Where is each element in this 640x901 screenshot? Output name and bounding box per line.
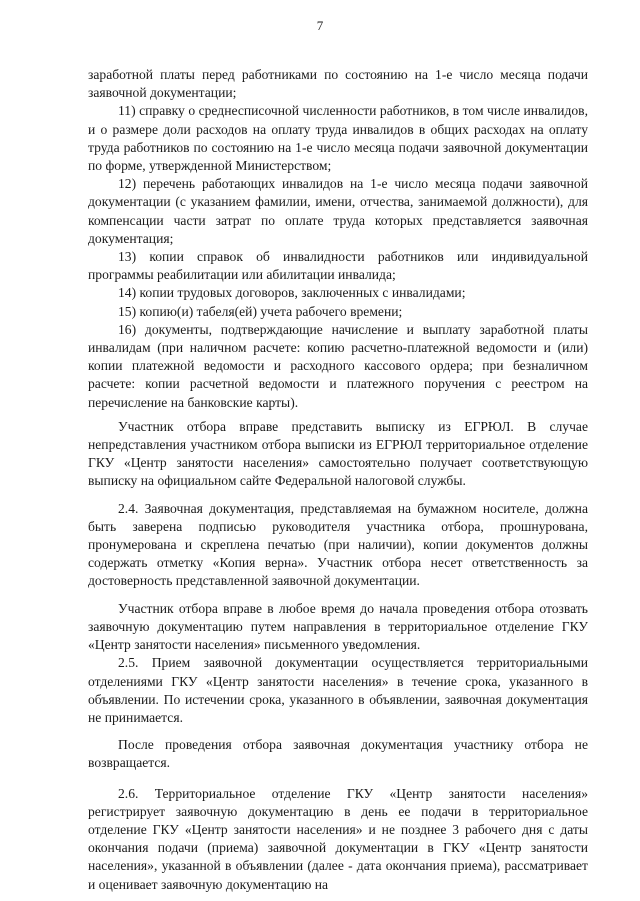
paragraph-item-12: 12) перечень работающих инвалидов на 1-е число месяца подачи заявочной документации (с указанием фамилии, имени, отчества, занимаемой должности), для компенсации части затрат по оплате труда которых представляется заявочная документация;: [88, 176, 588, 246]
paragraph-section-2-4: 2.4. Заявочная документация, представляемая на бумажном носителе, должна быть заверена подписью руководителя участника отбора, прошнурована, пронумерована и скреплена печатью (при наличии), копии документов должны содержать отметку «Копия верна». Участник отбора несет ответственность за достоверность представленной заявочной документации.: [88, 500, 588, 589]
paragraph-egrul: Участник отбора вправе представить выписку из ЕГРЮЛ. В случае непредставления участником отбора выписки из ЕГРЮЛ территориальное отделение ГКУ «Центр занятости населения» самостоятельно получает соответствующую выписку на официальном сайте Федеральной налоговой службы.: [88, 418, 588, 489]
paragraph-item-14: 14) копии трудовых договоров, заключенных с инвалидами;: [118, 285, 466, 301]
paragraph-item-16: 16) документы, подтверждающие начисление и выплату заработной платы инвалидам (при наличном расчете: копию расчетно-платежной ведомости и (или) копии платежной ведомости и расходного кассового ордера; при безналичном расчете: копии расчетной ведомости и платежного поручения с реестром на перечисление на банковские карты).: [88, 321, 588, 410]
paragraph-section-2-6: 2.6. Территориальное отделение ГКУ «Центр занятости населения» регистрирует заявочную документацию в день ее подачи в территориальное отделение ГКУ «Центр занятости населения» и не позднее 3 рабочего дня с даты окончания подачи (приема) заявочной документации в ГКУ «Центр занятости населения», указанной в объявлении (далее - дата окончания приема), рассматривает и оценивает заявочную документацию на: [88, 785, 588, 892]
paragraph-no-return: После проведения отбора заявочная документация участнику отбора не возвращается.: [88, 737, 588, 771]
paragraph-continuation: заработной платы перед работниками по состоянию на 1-е число месяца подачи заявочной документации;: [88, 67, 588, 101]
paragraph-withdrawal: Участник отбора вправе в любое время до начала проведения отбора отозвать заявочную документацию путем направления в территориальное отделение ГКУ «Центр занятости населения» письменного уведомления.: [88, 600, 588, 653]
paragraph-item-11: 11) справку о среднесписочной численности работников, в том числе инвалидов, и о размере доли расходов на оплату труда инвалидов в общих расходах на оплату труда работников по состоянию на 1-е число месяца подачи заявочной документации по форме, утвержденной Министерством;: [88, 103, 588, 174]
page-number: 7: [316, 18, 324, 33]
paragraph-item-15: 15) копию(и) табеля(ей) учета рабочего времени;: [118, 303, 403, 319]
paragraph-item-13: 13) копии справок об инвалидности работников или индивидуальной программы реабилитации или абилитации инвалида;: [88, 249, 588, 283]
document-body: [88, 66, 588, 894]
paragraph-section-2-5: 2.5. Прием заявочной документации осуществляется территориальными отделениями ГКУ «Центр занятости населения» в течение срока, указанного в объявлении. По истечении срока, указанного в объявлении, заявочная документация не принимается.: [88, 655, 588, 725]
